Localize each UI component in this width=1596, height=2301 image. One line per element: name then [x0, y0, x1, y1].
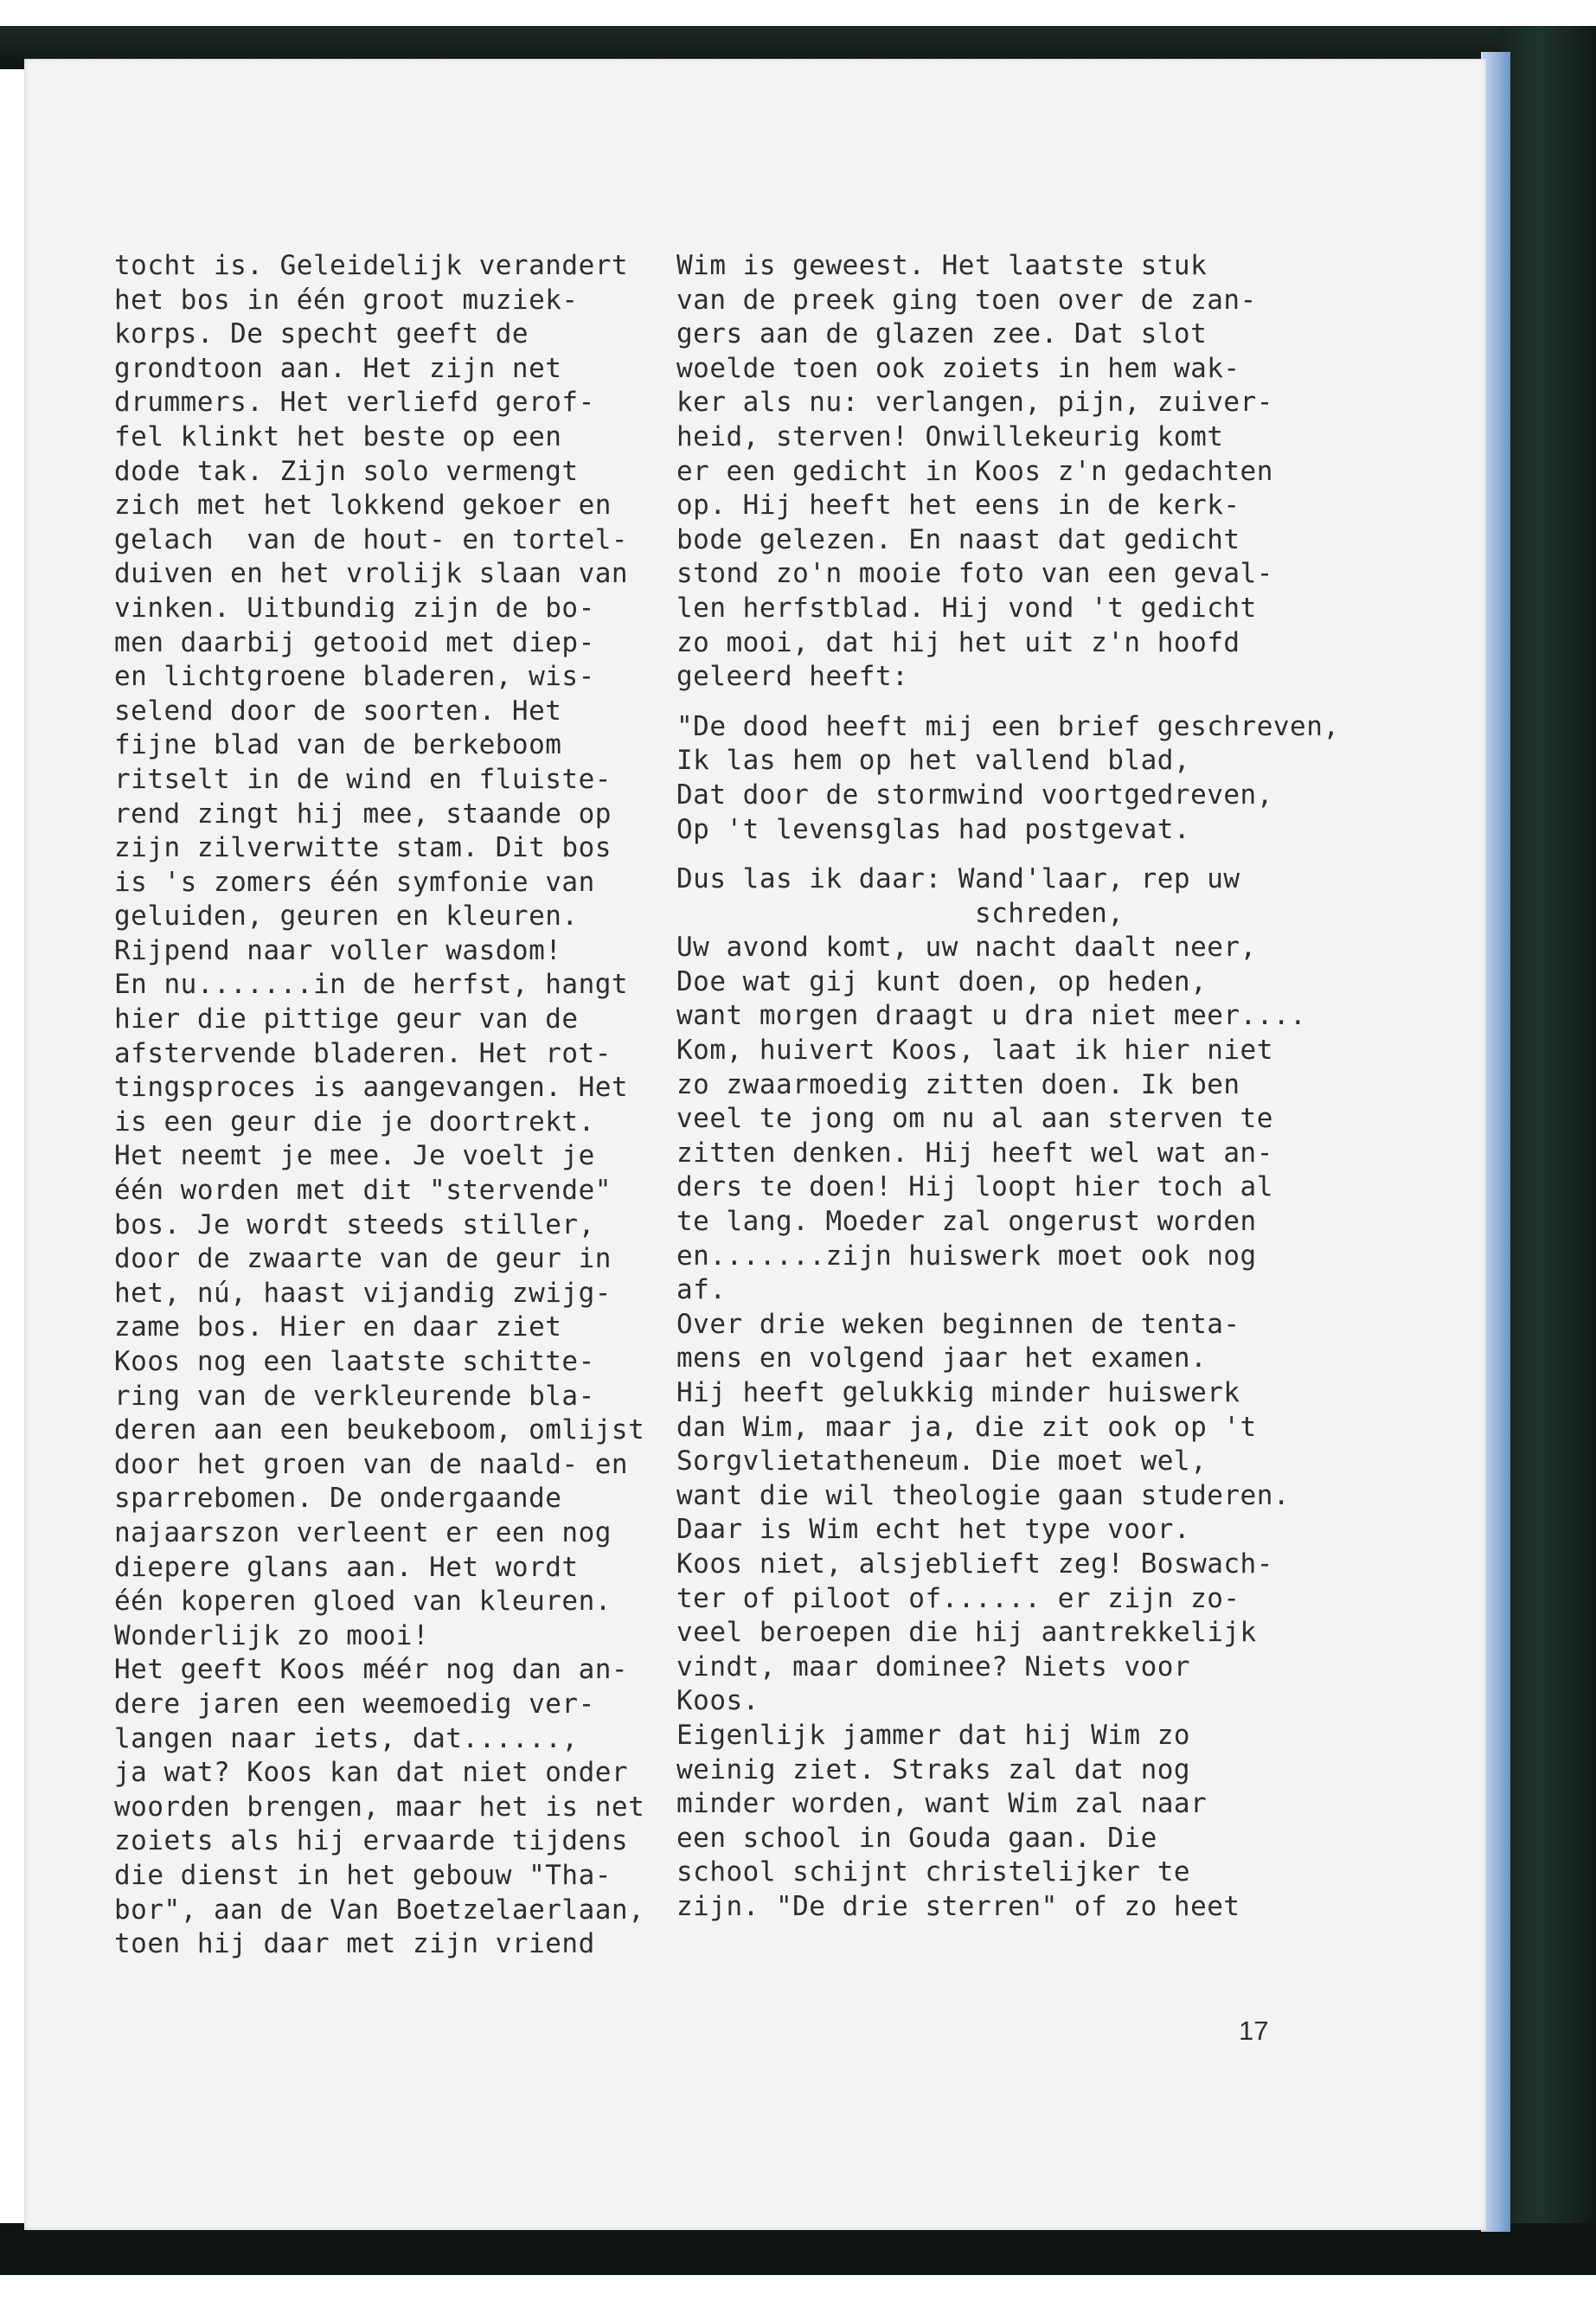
text-line: sparrebomen. De ondergaande [114, 1483, 562, 1515]
text-line: zitten denken. Hij heeft wel wat an- [676, 1137, 1273, 1169]
text-line: deren aan een beukeboom, omlijst [114, 1414, 645, 1446]
poem-line: Dat door de stormwind voortgedreven, [676, 779, 1273, 811]
text-line: minder worden, want Wim zal naar [676, 1788, 1208, 1820]
text-line: Het geeft Koos méér nog dan an- [114, 1654, 629, 1686]
text-line: langen naar iets, dat......, [114, 1722, 579, 1754]
text-line: bode gelezen. En naast dat gedicht [676, 523, 1240, 555]
text-line: len herfstblad. Hij vond 't gedicht [676, 592, 1257, 624]
poem-line: Doe wat gij kunt doen, op heden, [676, 965, 1208, 997]
text-line: zo mooi, dat hij het uit z'n hoofd [676, 626, 1240, 658]
text-line: geleerd heeft: [676, 661, 909, 693]
text-line: school schijnt christelijker te [676, 1856, 1191, 1888]
text-line: Sorgvlietatheneum. Die moet wel, [676, 1445, 1208, 1477]
text-line: van de preek ging toen over de zan- [676, 284, 1257, 316]
text-line: zo zwaarmoedig zitten doen. Ik ben [676, 1068, 1240, 1100]
text-line: fel klinkt het beste op een [114, 420, 562, 452]
text-line: ring van de verkleurende bla- [114, 1380, 595, 1412]
text-line: het bos in één groot muziek- [114, 284, 579, 316]
text-line: hier die pittige geur van de [114, 1003, 579, 1035]
text-line: weinig ziet. Straks zal dat nog [676, 1753, 1191, 1785]
text-line: zame bos. Hier en daar ziet [114, 1311, 562, 1343]
poem-line: Uw avond komt, uw nacht daalt neer, [676, 932, 1257, 964]
text-line: één koperen gloed van kleuren. [114, 1586, 612, 1618]
text-line: Wim is geweest. Het laatste stuk [676, 250, 1208, 281]
text-line: het, nú, haast vijandig zwijg- [114, 1277, 612, 1309]
text-line: bos. Je wordt steeds stiller, [114, 1208, 595, 1240]
text-line: ker als nu: verlangen, pijn, zuiver- [676, 387, 1273, 419]
text-line: bor", aan de Van Boetzelaerlaan, [114, 1894, 645, 1926]
right-text-column [676, 249, 1340, 1925]
text-line: op. Hij heeft het eens in de kerk- [676, 490, 1240, 522]
text-line: die dienst in het gebouw "Tha- [114, 1859, 612, 1891]
poem-line: "De dood heeft mij een brief geschreven, [676, 710, 1340, 742]
book-cover-spine [1501, 26, 1596, 2275]
text-line: ritselt in de wind en fluiste- [114, 763, 612, 795]
text-line: vindt, maar dominee? Niets voor [676, 1650, 1191, 1682]
poem-line: Op 't levensglas had postgevat. [676, 813, 1191, 845]
text-line: gers aan de glazen zee. Dat slot [676, 318, 1208, 350]
text-line: korps. De specht geeft de [114, 318, 529, 350]
poem-line: want morgen draagt u dra niet meer.... [676, 1000, 1307, 1032]
text-line: geluiden, geuren en kleuren. [114, 901, 579, 933]
text-line: is 's zomers één symfonie van [114, 866, 595, 898]
text-line: er een gedicht in Koos z'n gedachten [676, 455, 1273, 487]
text-line: dere jaren een weemoedig ver- [114, 1688, 595, 1720]
text-line: een school in Gouda gaan. Die [676, 1822, 1157, 1854]
text-line: stond zo'n mooie foto van een geval- [676, 558, 1273, 590]
text-line: en lichtgroene bladeren, wis- [114, 661, 595, 693]
poem-line: schreden, [676, 897, 1125, 929]
text-line: één worden met dit "stervende" [114, 1175, 612, 1207]
text-line: mens en volgend jaar het examen. [676, 1343, 1208, 1375]
text-line: Koos nog een laatste schitte- [114, 1346, 595, 1377]
text-line: men daarbij getooid met diep- [114, 626, 595, 658]
text-line: Kom, huivert Koos, laat ik hier niet [676, 1035, 1273, 1067]
text-line: zijn zilverwitte stam. Dit bos [114, 832, 612, 864]
text-line: gelach van de hout- en tortel- [114, 523, 629, 555]
text-line: veel beroepen die hij aantrekkelijk [676, 1617, 1257, 1649]
text-line: najaarszon verleent er een nog [114, 1516, 612, 1548]
text-line: duiven en het vrolijk slaan van [114, 558, 629, 590]
text-line: te lang. Moeder zal ongerust worden [676, 1206, 1257, 1238]
text-line: door het groen van de naald- en [114, 1448, 629, 1480]
text-line: ter of piloot of...... er zijn zo- [676, 1582, 1240, 1614]
text-line: toen hij daar met zijn vriend [114, 1928, 595, 1960]
page-number: 17 [1239, 2016, 1269, 2046]
text-line: Over drie weken beginnen de tenta- [676, 1308, 1240, 1340]
text-line: tocht is. Geleidelijk verandert [114, 250, 629, 281]
poem-line: Ik las hem op het vallend blad, [676, 745, 1191, 777]
text-line: Rijpend naar voller wasdom! [114, 934, 562, 966]
text-line: Koos. [676, 1685, 760, 1717]
text-line: rend zingt hij mee, staande op [114, 798, 612, 830]
text-line: Koos niet, alsjeblieft zeg! Boswach- [676, 1548, 1273, 1580]
text-line: heid, sterven! Onwillekeurig komt [676, 420, 1224, 452]
text-line: afstervende bladeren. Het rot- [114, 1037, 612, 1069]
text-line: zoiets als hij ervaarde tijdens [114, 1825, 629, 1857]
text-line: Het neemt je mee. Je voelt je [114, 1140, 595, 1172]
left-text-column [114, 249, 644, 1962]
text-line: grondtoon aan. Het zijn net [114, 352, 562, 384]
text-line: selend door de soorten. Het [114, 695, 562, 727]
text-line: drummers. Het verliefd gerof- [114, 387, 595, 419]
text-line: dan Wim, maar ja, die zit ook op 't [676, 1411, 1257, 1443]
poem-line: Dus las ik daar: Wand'laar, rep uw [676, 863, 1240, 895]
text-line: want die wil theologie gaan studeren. [676, 1479, 1291, 1511]
text-line: door de zwaarte van de geur in [114, 1243, 612, 1275]
book-cover-bottom [0, 2223, 1596, 2275]
text-line: dode tak. Zijn solo vermengt [114, 455, 579, 487]
stanza-gap [676, 847, 1340, 862]
text-line: af. [676, 1274, 727, 1306]
text-line: Wonderlijk zo mooi! [114, 1619, 430, 1651]
stanza-gap [676, 695, 1340, 710]
text-line: woelde toen ook zoiets in hem wak- [676, 352, 1240, 384]
text-line: En nu.......in de herfst, hangt [114, 969, 629, 1001]
text-line: is een geur die je doortrekt. [114, 1106, 595, 1138]
text-line: tingsproces is aangevangen. Het [114, 1072, 629, 1104]
text-line: ders te doen! Hij loopt hier toch al [676, 1171, 1273, 1203]
text-line: ja wat? Koos kan dat niet onder [114, 1757, 629, 1789]
text-line: zijn. "De drie sterren" of zo heet [676, 1890, 1240, 1922]
text-line: Daar is Wim echt het type voor. [676, 1514, 1191, 1546]
text-line: en.......zijn huiswerk moet ook nog [676, 1240, 1257, 1272]
text-line: diepere glans aan. Het wordt [114, 1551, 579, 1583]
text-line: Hij heeft gelukkig minder huiswerk [676, 1377, 1240, 1408]
text-line: woorden brengen, maar het is net [114, 1791, 645, 1823]
text-line: fijne blad van de berkeboom [114, 729, 562, 761]
text-line: Eigenlijk jammer dat hij Wim zo [676, 1719, 1191, 1751]
text-line: veel te jong om nu al aan sterven te [676, 1103, 1273, 1135]
text-line: zich met het lokkend gekoer en [114, 490, 612, 522]
text-line: vinken. Uitbundig zijn de bo- [114, 592, 595, 624]
